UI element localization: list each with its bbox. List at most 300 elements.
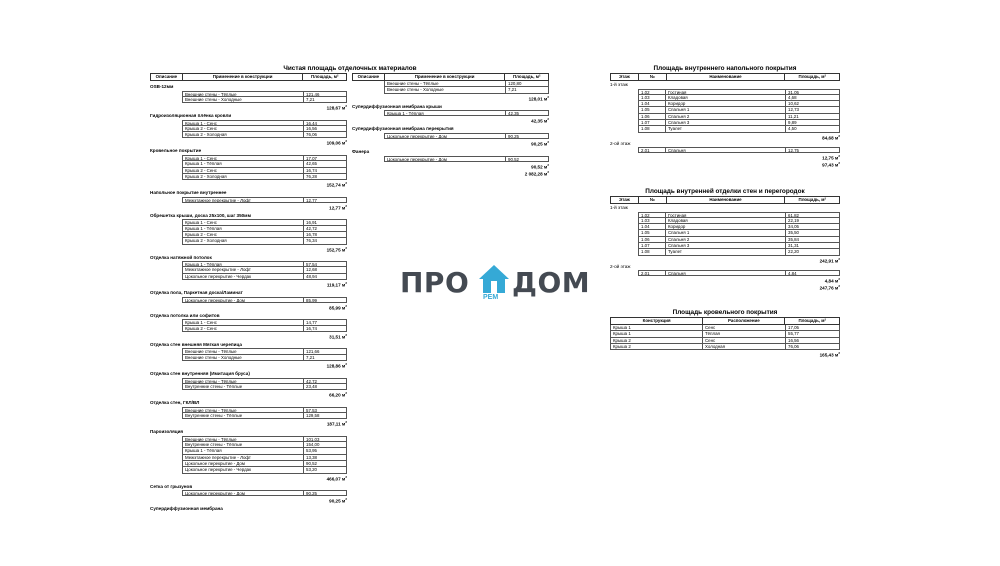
table-row <box>150 174 347 180</box>
location-cell: Тёплая <box>703 331 786 337</box>
construction-cell: Крыша 2 <box>610 338 703 344</box>
roof-title: Площадь кровельного покрытия <box>672 309 778 316</box>
unit-power: 2 <box>547 169 549 174</box>
room-name-cell: Туалет <box>666 249 786 255</box>
group-total-value: 4,84 <box>824 278 834 284</box>
logo-sub-text: РЕМ <box>483 294 499 301</box>
application-cell: Внешние стены - Холодные <box>182 97 304 103</box>
group-label: Пароизоляция <box>150 429 184 435</box>
table-row <box>150 384 347 390</box>
room-name-cell: Спальня 2 <box>666 237 786 243</box>
group-total <box>610 350 840 357</box>
group-total-value: 90,25 <box>329 498 341 504</box>
area-cell: 42,72 <box>304 226 347 232</box>
header-construction: Конструкция <box>611 318 703 324</box>
unit-power: 2 <box>838 161 840 166</box>
room-name-cell: Кладовая <box>666 95 786 101</box>
application-cell: Крыша 2 - Сенс <box>182 126 304 132</box>
location-cell: Холодная <box>703 344 786 350</box>
group-total-value: 119,17 <box>326 282 341 288</box>
floor-label: 1-й этаж <box>610 82 628 87</box>
room-number-cell: 1.04 <box>638 101 666 107</box>
area-cell: 23,48 <box>304 384 347 390</box>
group-total-value: 66,20 <box>329 392 341 398</box>
group-total-value: 109,06 <box>326 141 341 147</box>
unit: м <box>542 171 548 177</box>
group-total-value: 42,35 <box>531 118 543 124</box>
floor-covering-sheet <box>610 64 840 167</box>
area-cell: 7,21 <box>304 355 347 361</box>
spacer-cell <box>150 326 182 332</box>
application-cell: Крыша 1 - Сенс <box>182 219 304 225</box>
group-total <box>610 256 840 263</box>
header-description: Описание <box>151 74 183 80</box>
group-rows <box>150 490 347 496</box>
group-label: Кровельное покрытие <box>150 148 202 154</box>
room-area-cell: 35,84 <box>786 237 840 243</box>
header-location: Расположение <box>703 318 785 324</box>
unit: м <box>340 205 346 211</box>
location-cell: Сенс <box>703 338 786 344</box>
area-cell: 17,07 <box>304 155 347 161</box>
header-application: Применение в конструкции <box>385 74 506 80</box>
spacer-cell <box>352 87 384 93</box>
unit-power: 2 <box>345 203 347 208</box>
room-area-cell: 22,20 <box>786 249 840 255</box>
group-total <box>150 474 347 481</box>
room-area-cell: 12,75 <box>786 147 840 153</box>
area-cell: 16,91 <box>304 219 347 225</box>
application-cell: Цокольное перекрытие - Дом <box>384 133 506 139</box>
area-cell: 53,20 <box>304 467 347 473</box>
spacer-cell <box>610 147 638 153</box>
group-total-value: 242,91 <box>819 258 834 264</box>
room-name-cell: Спальня <box>666 147 786 153</box>
group-total <box>150 303 347 310</box>
floor-rows <box>610 212 840 256</box>
room-number-cell: 1.07 <box>638 243 666 249</box>
table-row <box>610 126 840 132</box>
application-cell: Цокольное перекрытие - Дом <box>182 461 304 467</box>
group-total-value: 152,75 <box>326 247 341 253</box>
group-label: Фанера <box>352 149 370 155</box>
location-cell: Сенс <box>703 325 786 331</box>
table-row <box>150 132 347 138</box>
application-cell: Межэтажное перекрытие - Лофт <box>182 197 304 203</box>
header-application: Применение в конструкции <box>183 74 304 80</box>
spacer-cell <box>610 249 638 255</box>
group-total <box>610 153 840 160</box>
spacer-cell <box>610 126 638 132</box>
walls-title: Площадь внутренней отделки стен и перегородок <box>645 188 805 195</box>
spacer-cell <box>150 467 182 473</box>
spacer-cell <box>352 156 384 162</box>
group-total-value: 128,01 <box>528 96 543 102</box>
unit-power: 2 <box>838 154 840 159</box>
unit: м <box>833 155 839 161</box>
unit-power: 2 <box>547 117 549 122</box>
unit: м <box>833 258 839 264</box>
area-cell: 57,54 <box>304 261 347 267</box>
unit: м <box>340 282 346 288</box>
floor-label: 2-ой этаж <box>610 140 631 146</box>
table-row <box>352 156 549 162</box>
room-number-cell: 1.06 <box>638 114 666 120</box>
room-number-cell: 1.03 <box>638 95 666 101</box>
group-total-value: 84,68 <box>822 135 834 141</box>
group-total-value: 128,86 <box>326 363 341 369</box>
group-total <box>150 332 347 339</box>
unit: м <box>833 135 839 141</box>
area-cell: 7,21 <box>304 97 347 103</box>
group-total <box>352 139 549 146</box>
table-row <box>610 147 840 153</box>
application-cell: Крыша 1 - Тёплая <box>182 161 304 167</box>
application-cell: Крыша 2 - Холодная <box>182 132 304 138</box>
room-area-cell: 4,68 <box>786 95 840 101</box>
group-total <box>610 160 840 167</box>
application-cell: Цокольное перекрытие - Дом <box>182 297 304 303</box>
application-cell: Внешние стены - Тёплые <box>182 436 304 442</box>
table-row <box>150 238 347 244</box>
unit-power: 2 <box>838 277 840 282</box>
spacer-cell <box>150 97 182 103</box>
group-rows <box>352 156 549 162</box>
area-cell: 12,77 <box>304 197 347 203</box>
room-number-cell: 1.02 <box>638 212 666 218</box>
area-cell: 85,99 <box>304 297 347 303</box>
area-cell: 90,52 <box>304 461 347 467</box>
group-total <box>150 138 347 145</box>
room-name-cell: Спальня 3 <box>666 243 786 249</box>
header-area: Площадь, м² <box>311 74 339 79</box>
room-name-cell: Спальня 1 <box>666 230 786 236</box>
unit: м <box>340 141 346 147</box>
application-cell: Внешние стены - Тёплые <box>182 407 304 413</box>
application-cell: Крыша 1 - Тёплая <box>384 110 506 116</box>
area-cell: 16,56 <box>304 126 347 132</box>
header-area: Площадь, м² <box>798 74 826 79</box>
room-number-cell: 1.05 <box>638 107 666 113</box>
unit-power: 2 <box>345 362 347 367</box>
table-row <box>610 270 840 276</box>
table-row <box>352 87 549 93</box>
floor-rows <box>610 270 840 276</box>
table-row <box>610 344 840 350</box>
spacer-cell <box>352 133 384 139</box>
group-rows <box>352 133 549 139</box>
spacer-cell <box>150 490 182 496</box>
group-total-value: 90,52 <box>531 164 543 170</box>
application-cell: Крыша 1 - Сенс <box>182 319 304 325</box>
unit: м <box>340 334 346 340</box>
room-name-cell: Спальня 1 <box>666 107 786 113</box>
unit-power: 2 <box>345 474 347 479</box>
unit-power: 2 <box>345 139 347 144</box>
application-cell: Крыша 1 - Тёплая <box>182 261 304 267</box>
unit: м <box>833 352 839 358</box>
table-row <box>150 197 347 203</box>
room-name-cell: Кладовая <box>666 218 786 224</box>
application-cell: Крыша 2 - Холодная <box>182 238 304 244</box>
application-cell: Межэтажное перекрытие - Лофт <box>182 267 304 273</box>
room-area-cell: 4,50 <box>786 126 840 132</box>
finish-title: Чистая площадь отделочных материалов <box>283 65 417 72</box>
room-number-cell: 1.06 <box>638 237 666 243</box>
unit: м <box>340 105 346 111</box>
header-number: № <box>639 74 667 80</box>
finish-left-table <box>150 73 347 513</box>
group-rows <box>352 110 549 116</box>
application-cell: Крыша 1 - Сенс <box>182 155 304 161</box>
roof-rows <box>610 325 840 350</box>
group-label: Отделка потолка или софитов <box>150 312 220 318</box>
application-cell: Крыша 2 - Сенс <box>182 326 304 332</box>
unit: м <box>340 421 346 427</box>
group-total <box>352 162 549 169</box>
room-name-cell: Спальня <box>666 270 786 276</box>
unit: м <box>833 162 839 168</box>
room-number-cell: 2.01 <box>638 147 666 153</box>
finish-right-header <box>352 73 549 81</box>
table-row <box>150 490 347 496</box>
continued-rows <box>352 81 549 94</box>
group-label: Сетка от грызунов <box>150 483 193 489</box>
unit-power: 2 <box>345 497 347 502</box>
group-label: Отделка стен, ГКЛ/ВЛ <box>150 400 200 406</box>
spacer-cell <box>610 270 638 276</box>
group-total <box>610 283 840 290</box>
application-cell: Внутренние стены - Тёплые <box>182 384 304 390</box>
group-total <box>150 103 347 110</box>
unit-power: 2 <box>345 245 347 250</box>
finish-left-header <box>150 73 347 81</box>
unit: м <box>833 278 839 284</box>
group-label: Обрешетка крыши, доска 25х100, шаг 350мм <box>150 212 251 218</box>
spacer-cell <box>150 238 182 244</box>
spacer-cell <box>150 274 182 280</box>
room-number-cell: 1.08 <box>638 249 666 255</box>
header-floor: Этаж <box>611 74 639 80</box>
group-label: Супердиффузионная мембрана крыши <box>352 103 442 109</box>
unit-power: 2 <box>345 303 347 308</box>
application-cell: Крыша 1 - Тёплая <box>182 448 304 454</box>
group-total-value: 31,51 <box>329 334 341 340</box>
unit-power: 2 <box>547 162 549 167</box>
roof-header <box>610 317 840 325</box>
area-cell: 48,94 <box>304 274 347 280</box>
group-label: Отделка пола, Паркетная доска/Ламинат <box>150 290 243 296</box>
table-row <box>150 467 347 473</box>
application-cell: Внешние стены - Тёплые <box>384 81 506 87</box>
area-cell: 129,58 <box>304 413 347 419</box>
construction-cell: Крыша 1 <box>610 331 703 337</box>
spacer-cell <box>150 174 182 180</box>
area-cell: 76,28 <box>304 174 347 180</box>
unit: м <box>542 141 548 147</box>
header-name: Наименование <box>667 197 786 203</box>
group-label: Отделка стен внешняя Мягкая черепица <box>150 341 242 347</box>
spacer-cell <box>150 355 182 361</box>
floor-label: 2-ой этаж <box>610 263 631 269</box>
application-cell: Цокольное перекрытие - Дом <box>384 156 506 162</box>
room-number-cell: 1.05 <box>638 230 666 236</box>
application-cell: Внешние стены - Холодные <box>182 355 304 361</box>
table-row <box>150 326 347 332</box>
area-cell: 42,35 <box>506 110 549 116</box>
construction-cell: Крыша 2 <box>610 344 703 350</box>
group-rows <box>150 378 347 391</box>
group-rows <box>150 436 347 474</box>
group-total <box>150 280 347 287</box>
table-row <box>150 297 347 303</box>
room-name-cell: Спальня 3 <box>666 120 786 126</box>
area-cell: 90,25 <box>506 133 549 139</box>
spacer-cell <box>150 384 182 390</box>
area-cell: 42,65 <box>304 161 347 167</box>
room-number-cell: 1.07 <box>638 120 666 126</box>
room-number-cell: 1.03 <box>638 218 666 224</box>
unit: м <box>542 164 548 170</box>
walls-header <box>610 196 840 204</box>
room-name-cell: Коридор <box>666 101 786 107</box>
group-label: Напольное покрытие внутреннее <box>150 190 227 196</box>
header-area: Площадь, м² <box>798 197 826 202</box>
area-cell: 101,03 <box>304 436 347 442</box>
room-name-cell: Гостиная <box>666 89 786 95</box>
area-cell: 90,52 <box>506 156 549 162</box>
table-row <box>352 110 549 116</box>
room-number-cell: 1.08 <box>638 126 666 132</box>
room-number-cell: 1.02 <box>638 89 666 95</box>
group-total-value: 187,11 <box>326 421 341 427</box>
unit-power: 2 <box>547 140 549 145</box>
group-rows <box>150 91 347 104</box>
room-area-cell: 9,89 <box>786 120 840 126</box>
floor-title: Площадь внутреннего напольного покрытия <box>653 65 797 72</box>
room-name-cell: Коридор <box>666 224 786 230</box>
application-cell: Крыша 1 - Тёплая <box>182 226 304 232</box>
header-floor: Этаж <box>611 197 639 203</box>
area-cell: 76,06 <box>304 132 347 138</box>
roof-covering-sheet <box>610 308 840 357</box>
group-total <box>150 361 347 368</box>
unit: м <box>340 392 346 398</box>
application-cell: Цокольное перекрытие - Чердак <box>182 467 304 473</box>
application-cell: Внешние стены - Холодные <box>384 87 506 93</box>
room-area-cell: 35,50 <box>786 230 840 236</box>
group-total-value: 85,99 <box>329 305 341 311</box>
group-label: OSB-12мм <box>150 84 174 89</box>
room-name-cell: Гостиная <box>666 212 786 218</box>
room-area-cell: 12,73 <box>786 107 840 113</box>
area-cell: 55,77 <box>786 331 840 337</box>
group-total-value: 12,75 <box>822 155 834 161</box>
group-total-value: 152,74 <box>326 182 341 188</box>
spacer-cell <box>352 110 384 116</box>
application-cell: Крыша 2 - Холодная <box>182 174 304 180</box>
area-cell: 90,25 <box>304 490 347 496</box>
group-total <box>150 496 347 503</box>
group-rows <box>150 319 347 332</box>
room-area-cell: 10,62 <box>786 101 840 107</box>
area-cell: 13,38 <box>304 455 347 461</box>
unit-power: 2 <box>345 391 347 396</box>
area-cell: 17,05 <box>786 325 840 331</box>
area-cell: 154,00 <box>304 442 347 448</box>
unit: м <box>833 285 839 291</box>
group-total <box>610 133 840 140</box>
area-cell: 76,34 <box>304 238 347 244</box>
floor-rows <box>610 147 840 153</box>
group-label: Гидроизоляционная плёнка кровли <box>150 113 232 119</box>
unit-power: 2 <box>345 420 347 425</box>
table-row <box>352 133 549 139</box>
area-cell: 7,21 <box>506 87 549 93</box>
unit-power: 2 <box>345 332 347 337</box>
group-total <box>150 419 347 426</box>
header-area: Площадь, м² <box>513 74 541 79</box>
application-cell: Внутренние стены - Тёплые <box>182 442 304 448</box>
group-rows <box>150 219 347 244</box>
room-name-cell: Спальня 2 <box>666 114 786 120</box>
application-cell: Внешние стены - Тёплые <box>182 348 304 354</box>
area-cell: 121,46 <box>304 91 347 97</box>
area-cell: 42,72 <box>304 378 347 384</box>
area-cell: 121,66 <box>304 348 347 354</box>
group-total-value: 466,07 <box>326 476 341 482</box>
spacer-cell <box>150 413 182 419</box>
logo-right-text: ДОМ <box>512 266 591 299</box>
header-number: № <box>639 197 667 203</box>
unit: м <box>340 182 346 188</box>
group-total <box>610 276 840 283</box>
unit: м <box>340 363 346 369</box>
application-cell: Крыша 1 - Сенс <box>182 120 304 126</box>
floor-label: 1-й этаж <box>610 205 628 210</box>
group-rows <box>150 120 347 139</box>
table-row <box>150 274 347 280</box>
unit: м <box>340 498 346 504</box>
header-area: Площадь, м² <box>798 318 826 323</box>
group-rows <box>150 407 347 420</box>
application-cell: Внутренние стены - Тёплые <box>182 413 304 419</box>
application-cell: Крыша 2 - Сенс <box>182 232 304 238</box>
area-cell: 16,78 <box>304 232 347 238</box>
area-cell: 16,74 <box>304 168 347 174</box>
area-cell: 12,68 <box>304 267 347 273</box>
spacer-cell <box>150 132 182 138</box>
spacer-cell <box>150 197 182 203</box>
group-label: Супердиффузионная мембрана перекрытия <box>352 126 454 132</box>
group-total-value: 12,77 <box>329 205 341 211</box>
room-area-cell: 4,84 <box>786 270 840 276</box>
group-total-value: 247,76 <box>819 285 834 291</box>
table-row <box>610 249 840 255</box>
unit: м <box>340 247 346 253</box>
house-icon <box>476 262 512 296</box>
group-rows <box>150 297 347 303</box>
group-total <box>150 203 347 210</box>
room-area-cell: 31,05 <box>786 89 840 95</box>
unit-power: 2 <box>345 281 347 286</box>
group-total-value: 90,25 <box>531 141 543 147</box>
application-cell: Внешние стены - Тёплые <box>182 378 304 384</box>
area-cell: 76,06 <box>786 344 840 350</box>
pro-dom-logo <box>400 262 600 304</box>
group-rows <box>150 155 347 180</box>
group-total <box>150 390 347 397</box>
